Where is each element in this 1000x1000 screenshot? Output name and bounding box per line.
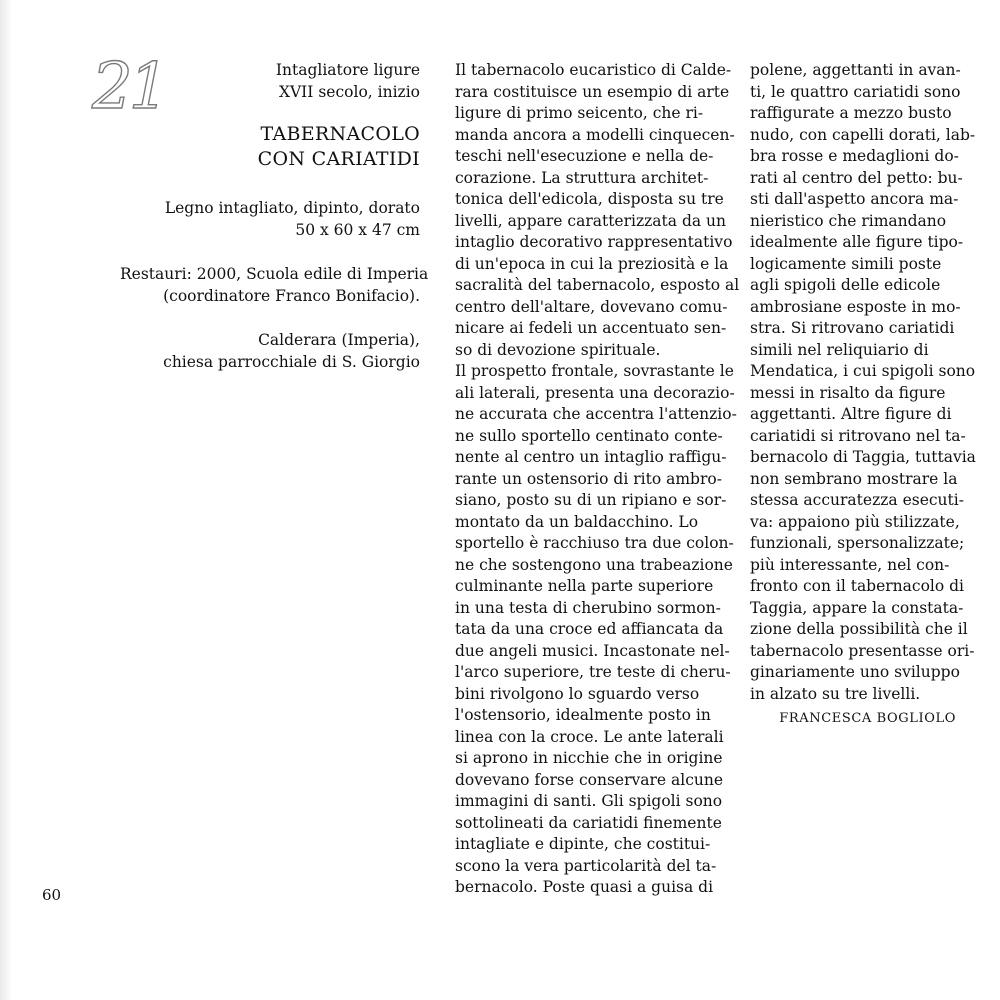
text-line: l'arco superiore, tre teste di cheru- xyxy=(455,663,731,681)
text-line: di un'epoca in cui la preziosità e la xyxy=(455,254,729,273)
body-column-1 xyxy=(455,60,740,899)
text-line: immagini di santi. Gli spigoli sono xyxy=(455,792,723,810)
text-line: ne accurata che accentra l'attenzio- xyxy=(455,405,737,423)
catalog-number: 21 xyxy=(92,50,166,124)
text-line: rara costituisce un esempio di arte xyxy=(455,82,730,101)
author-signature: FRANCESCA BOGLIOLO xyxy=(779,711,956,726)
text-line: si aprono in nicchie che in origine xyxy=(455,749,723,767)
text-line: centro dell'altare, dovevano comu- xyxy=(455,297,728,316)
text-line: bernacolo di Taggia, tuttavia xyxy=(750,448,976,466)
text-line: sportello è racchiuso tra due colon- xyxy=(455,534,734,552)
text-line: siano, posto su di un ripiano e sor- xyxy=(455,491,727,509)
text-line: nieristico che rimandano xyxy=(750,211,947,230)
text-line: Il tabernacolo eucaristico di Calde- xyxy=(455,61,732,79)
text-line: in alzato su tre livelli. xyxy=(750,684,921,703)
text-line: messi in risalto da figure xyxy=(750,383,946,402)
text-line: nudo, con capelli dorati, lab- xyxy=(750,125,976,144)
text-line: ali laterali, presenta una decorazio- xyxy=(455,383,735,402)
text-line: logicamente simili poste xyxy=(750,254,942,273)
text-line: l'ostensorio, idealmente posto in xyxy=(455,706,711,724)
page-gutter-shadow xyxy=(0,0,12,1000)
title-line: TABERNACOLO xyxy=(260,123,420,145)
text-line: bra rosse e medaglioni do- xyxy=(750,147,959,165)
text-line: culminante nella parte superiore xyxy=(455,577,714,595)
text-line: più interessante, nel con- xyxy=(750,555,950,574)
text-line: tabernacolo presentasse ori- xyxy=(750,641,975,660)
text-line: Mendatica, i cui spigoli sono xyxy=(750,362,976,380)
text-line: tonica dell'edicola, disposta su tre xyxy=(455,190,724,208)
text-line: sti dall'aspetto ancora ma- xyxy=(750,190,959,208)
text-line: cariatidi si ritrovano nel ta- xyxy=(750,426,966,445)
text-line: fronto con il tabernacolo di xyxy=(750,577,965,595)
text-line: bini rivolgono lo sguardo verso xyxy=(455,684,700,703)
attribution-line: XVII secolo, inizio xyxy=(278,82,420,101)
text-line: Il prospetto frontale, sovrastante le xyxy=(455,362,734,380)
material-line: Legno intagliato, dipinto, dorato xyxy=(164,199,420,217)
text-line: agli spigoli delle edicole xyxy=(750,276,941,294)
title-line: CON CARIATIDI xyxy=(257,148,420,170)
text-line: stra. Si ritrovano cariatidi xyxy=(750,319,955,337)
text-line: intaglio decorativo rappresentativo xyxy=(455,233,733,251)
text-line: aggettanti. Altre figure di xyxy=(750,405,952,423)
text-line: nicare ai fedeli un accentuato sen- xyxy=(455,319,727,337)
text-line: rati al centro del petto: bu- xyxy=(750,168,963,187)
text-line: in una testa di cherubino sormon- xyxy=(455,598,721,617)
material-block xyxy=(120,198,420,241)
text-line: simili nel reliquiario di xyxy=(750,340,929,359)
text-line: intagliate e dipinte, che costitui- xyxy=(455,835,711,853)
text-line: ginariamente uno sviluppo xyxy=(750,663,960,681)
location-line: Calderara (Imperia), xyxy=(258,331,420,349)
page-number: 60 xyxy=(42,886,62,904)
text-line: va: appaiono più stilizzate, xyxy=(750,512,960,531)
text-line: Taggia, appare la constata- xyxy=(750,598,964,617)
text-line: corazione. La struttura architet- xyxy=(455,168,709,187)
artwork-title xyxy=(120,122,420,172)
text-line: ne che sostengono una trabeazione xyxy=(455,555,733,574)
text-line: so di devozione spirituale. xyxy=(455,340,661,359)
text-line: due angeli musici. Incastonate nel- xyxy=(455,641,730,660)
attribution-block xyxy=(120,60,420,103)
text-line: ambrosiane esposte in mo- xyxy=(750,297,961,316)
text-line: raffigurate a mezzo busto xyxy=(750,104,952,122)
text-line: non sembrano mostrare la xyxy=(750,469,958,488)
text-line: sacralità del tabernacolo, esposto al xyxy=(455,276,740,294)
text-line: zione della possibilità che il xyxy=(750,620,968,638)
text-line: scono la vera particolarità del ta- xyxy=(455,856,717,875)
text-line: polene, aggettanti in avan- xyxy=(750,61,961,79)
text-line: livelli, appare caratterizzata da un xyxy=(455,211,727,230)
text-line: ti, le quattro cariatidi sono xyxy=(750,82,961,101)
text-line: montato da un baldacchino. Lo xyxy=(455,512,699,531)
text-line: rante un ostensorio di rito ambro- xyxy=(455,469,722,488)
body-column-2 xyxy=(750,60,976,705)
text-line: manda ancora a modelli cinquecen- xyxy=(455,125,735,144)
text-line: tata da una croce ed affiancata da xyxy=(455,620,724,638)
text-line: idealmente alle figure tipo- xyxy=(750,233,964,251)
text-line: ligure di primo seicento, che ri- xyxy=(455,104,704,122)
text-line: sottolineati da cariatidi finemente xyxy=(455,813,722,832)
restoration-block xyxy=(120,264,429,307)
text-line: funzionali, spersonalizzate; xyxy=(750,534,965,552)
text-line: nente al centro un intaglio raffigu- xyxy=(455,448,727,466)
text-line: stessa accuratezza esecuti- xyxy=(750,491,964,509)
location-block xyxy=(120,330,420,373)
text-line: linea con la croce. Le ante laterali xyxy=(455,727,724,746)
location-line: chiesa parrocchiale di S. Giorgio xyxy=(163,352,420,371)
restoration-line: (coordinatore Franco Bonifacio). xyxy=(163,286,420,305)
text-line: bernacolo. Poste quasi a guisa di xyxy=(455,878,714,896)
text-line: teschi nell'esecuzione e nella de- xyxy=(455,147,714,165)
dimensions-line: 50 x 60 x 47 cm xyxy=(295,220,420,239)
restoration-line: Restauri: 2000, Scuola edile di Imperia xyxy=(120,265,429,283)
attribution-line: Intagliatore ligure xyxy=(275,61,420,79)
text-line: ne sullo sportello centinato conte- xyxy=(455,426,723,445)
text-line: dovevano forse conservare alcune xyxy=(455,770,724,789)
